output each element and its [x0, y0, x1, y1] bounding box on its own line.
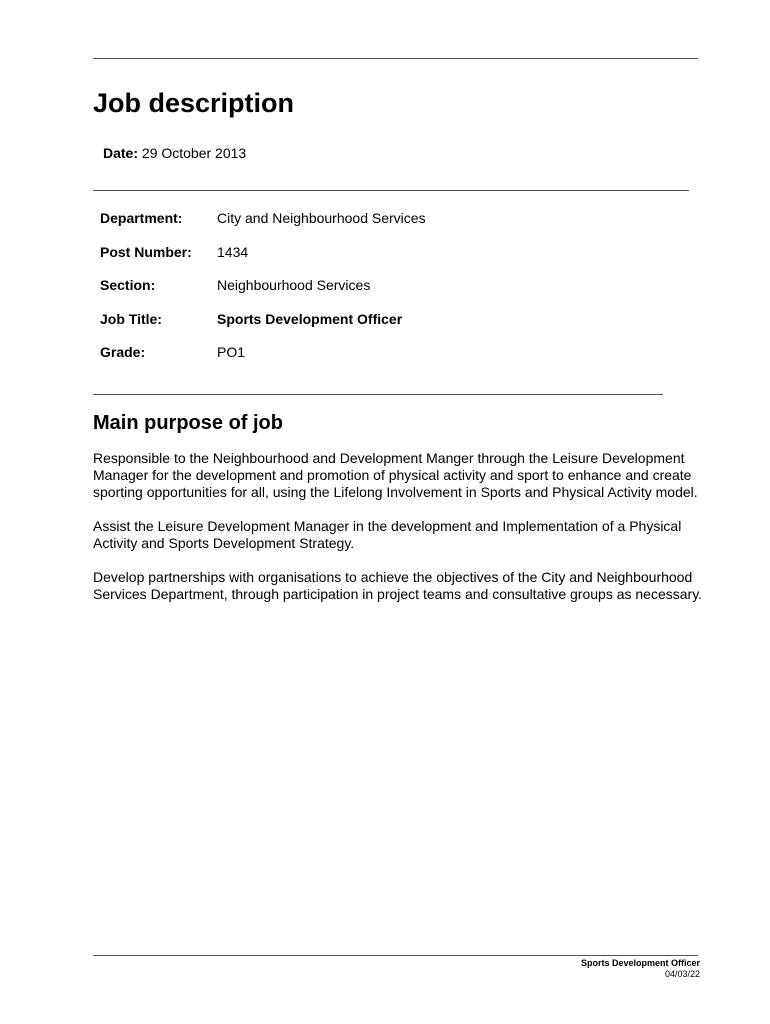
detail-label: Grade: — [100, 344, 146, 360]
detail-row-department — [100, 209, 660, 243]
detail-label: Department: — [100, 210, 183, 226]
page-title: Job description — [93, 88, 295, 118]
footer-divider — [93, 955, 698, 956]
detail-label: Job Title: — [100, 310, 162, 327]
section-heading: Main purpose of job — [93, 412, 283, 434]
detail-value: 1434 — [217, 243, 249, 260]
purpose-body — [93, 450, 703, 620]
detail-value: PO1 — [217, 344, 246, 360]
document-date — [103, 144, 246, 162]
purpose-paragraph: Assist the Leisure Development Manager in the development and Implementation of a Physical Activity and Sports Development Strategy. — [93, 518, 682, 551]
page-footer — [581, 958, 700, 980]
date-value: 29 October 2013 — [138, 145, 247, 161]
detail-row-section — [100, 276, 660, 310]
details-bottom-divider — [93, 394, 663, 395]
purpose-paragraph: Develop partnerships with organisations to achieve the objectives of the City and Neighbourhood Services Department, through participation in project teams and consultative groups as necessary. — [93, 569, 703, 602]
purpose-paragraph: Responsible to the Neighbourhood and Development Manger through the Leisure Development Manager for the development and promotion of physical activity and sport to enhance and create sporting opportunities for all, using the Lifelong Involvement in Sports and Physical Activity model. — [93, 450, 698, 500]
detail-row-grade — [100, 343, 660, 377]
footer-title: Sports Development Officer — [580, 958, 700, 968]
job-details — [100, 209, 660, 377]
top-divider — [93, 58, 698, 59]
detail-label: Section: — [100, 277, 156, 293]
detail-value: Neighbourhood Services — [217, 277, 371, 293]
detail-row-job-title — [100, 310, 660, 344]
detail-label: Post Number: — [100, 243, 192, 260]
details-top-divider — [93, 190, 689, 191]
detail-value: Sports Development Officer — [217, 310, 403, 327]
footer-date: 04/03/22 — [664, 969, 700, 979]
date-label: Date: — [103, 145, 139, 161]
detail-row-post-number — [100, 243, 660, 277]
detail-value: City and Neighbourhood Services — [217, 210, 426, 226]
